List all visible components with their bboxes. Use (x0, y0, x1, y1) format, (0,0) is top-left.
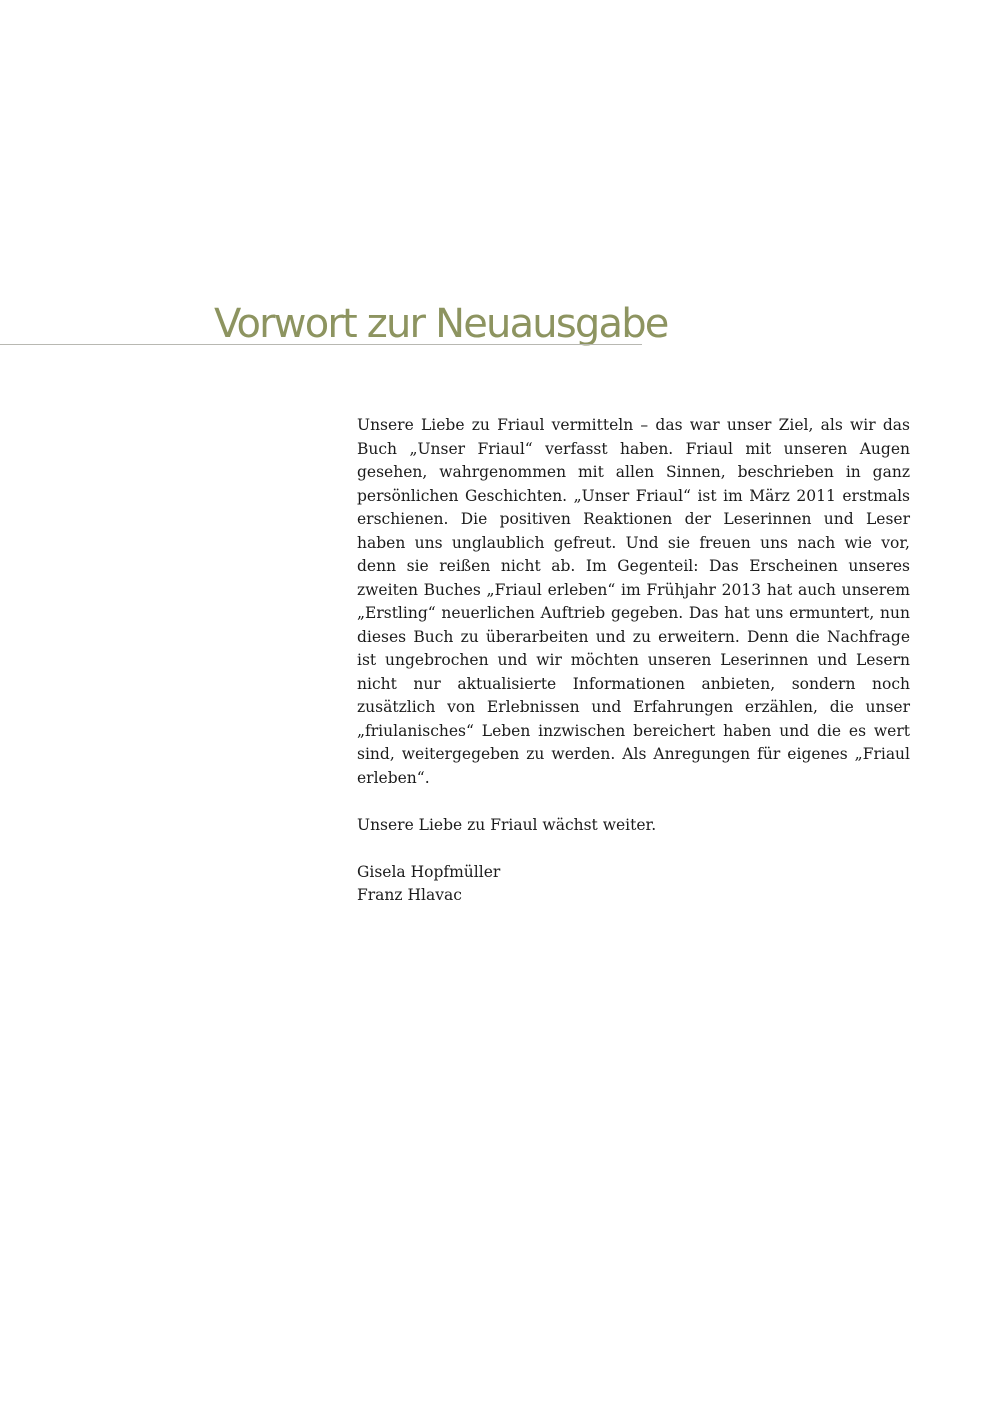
author-name: Gisela Hopfmüller (357, 862, 501, 881)
paragraph-closing: Unsere Liebe zu Friaul wächst weiter. (357, 815, 657, 834)
paragraph-intro: Unsere Liebe zu Friaul vermitteln – das war unser Ziel, als wir das Buch „Unser Friaul“ verfasst haben. Friaul mit unseren Augen gesehen, wahrgenommen mit allen Sinnen, beschrieben in ganz persönlichen Geschichten. „Unser Friaul“ ist im März 2011 erstmals erschienen. Die positiven Reaktionen der Leserinnen und Leser haben uns unglaublich gefreut. Und sie freuen uns nach wie vor, denn sie reißen nicht ab. Im Gegenteil: Das Erscheinen unseres zweiten Buches „Friaul erleben“ im Frühjahr 2013 hat auch unserem „Erstling“ neuerlichen Auftrieb gegeben. Das hat uns ermuntert, nun dieses Buch zu überarbeiten und zu erweitern. Denn die Nachfrage ist ungebrochen und wir möchten unseren Leserinnen und Lesern nicht nur aktualisierte Informationen anbieten, sondern noch zusätzlich von Erlebnissen und Erfahrungen erzählen, die unser „friulanisches“ Leben inzwischen bereichert haben und die es wert sind, weitergegeben zu werden. Als Anregungen für eigenes „Friaul erleben“. (357, 416, 910, 787)
foreword-text (357, 414, 910, 908)
author-name: Franz Hlavac (357, 886, 462, 904)
page-title: Vorwort zur Neuausgabe (214, 301, 668, 347)
title-underline (0, 344, 642, 345)
